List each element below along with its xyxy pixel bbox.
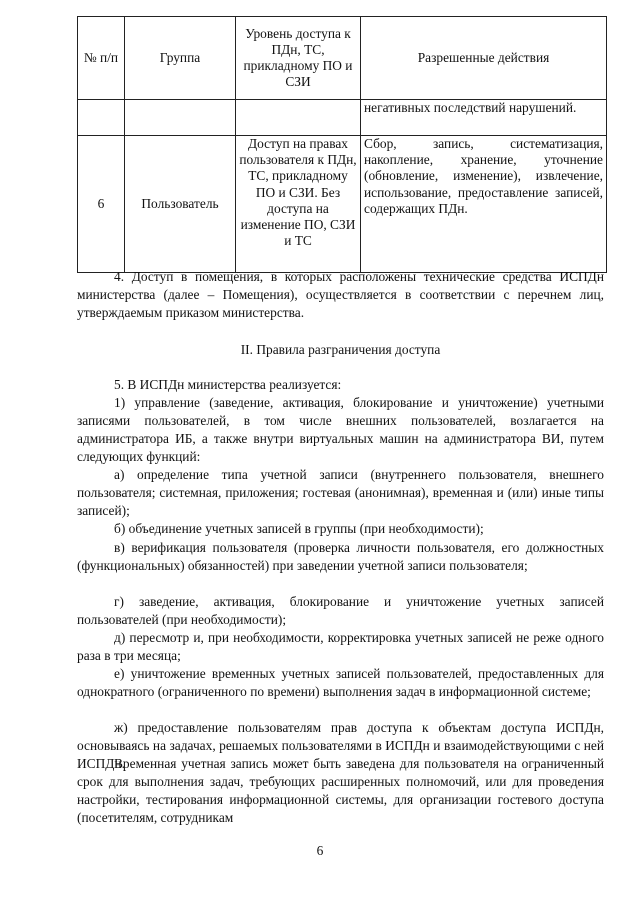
header-level: Уровень доступа к ПДн, ТС, прикладному ПО и СЗИ: [236, 17, 361, 100]
table-row: [78, 100, 607, 136]
header-actions: Разрешенные действия: [361, 17, 607, 100]
table-header-row: [78, 17, 607, 100]
list-item-d: д) пересмотр и, при необходимости, корректировка учетных записей не реже одного раза в три месяца;: [77, 630, 604, 663]
cell-num: [78, 100, 125, 136]
paragraph-5: 5. В ИСПДн министерства реализуется:: [114, 377, 342, 392]
cell-level: Доступ на правах пользователя к ПДн, ТС, прикладному ПО и СЗИ. Без доступа на изменение ПО, СЗИ и ТС: [236, 136, 361, 273]
header-num: № п/п: [78, 17, 125, 100]
cell-actions: Сбор, запись, систематизация, накопление, хранение, уточнение (обновление, изменение), извлечение, использование, предоставление записей, содержащих ПДн.: [361, 136, 607, 273]
section-heading: II. Правила разграничения доступа: [240, 342, 441, 357]
paragraph-temporary-account: Временная учетная запись может быть заведена для пользователя на ограниченный срок для выполнения задач, требующих расширенных полномочий, или для проведения настройки, тестирования информационной системы, для организации гостевого доступа (посетителям, сотрудникам: [77, 756, 604, 825]
cell-num: 6: [78, 136, 125, 273]
cell-group: Пользователь: [125, 136, 236, 273]
access-levels-table: [77, 16, 607, 273]
cell-level: [236, 100, 361, 136]
cell-group: [125, 100, 236, 136]
list-item-zh: ж) предоставление пользователям прав доступа к объектам доступа ИСПДн, основываясь на задачах, решаемых пользователями в ИСПДн и взаимодействующими с ней ИСПДн.: [77, 720, 604, 771]
list-item-b: б) объединение учетных записей в группы (при необходимости);: [114, 521, 484, 536]
cell-actions: негативных последствий нарушений.: [361, 100, 607, 136]
page-number: 6: [316, 843, 324, 858]
list-item-e: е) уничтожение временных учетных записей пользователей, предоставленных для однократного (ограниченного по времени) выполнения задач в информационной системе;: [77, 666, 604, 699]
list-item-g: г) заведение, активация, блокирование и уничтожение учетных записей пользователей (при необходимости);: [77, 594, 604, 627]
header-group: Группа: [125, 17, 236, 100]
list-item-v: в) верификация пользователя (проверка личности пользователя, его должностных (функциональных) обязанностей) при заведении учетной записи пользователя;: [77, 540, 604, 573]
table-row: [78, 136, 607, 273]
list-item-a: а) определение типа учетной записи (внутреннего пользователя, внешнего пользователя; системная, приложения; гостевая (анонимная), временная и (или) иные типы записей);: [77, 467, 604, 518]
paragraph-4: 4. Доступ в помещения, в которых расположены технические средства ИСПДн министерства (далее – Помещения), осуществляется в соответствии с перечнем лиц, утверждаемым приказом министерства.: [77, 269, 604, 320]
paragraph-5-1: 1) управление (заведение, активация, блокирование и уничтожение) учетными записями пользователей, в том числе внешних пользователей, возлагается на администратора ИБ, а также внутри виртуальных машин на администратора ВИ, путем следующих функций:: [77, 395, 604, 464]
